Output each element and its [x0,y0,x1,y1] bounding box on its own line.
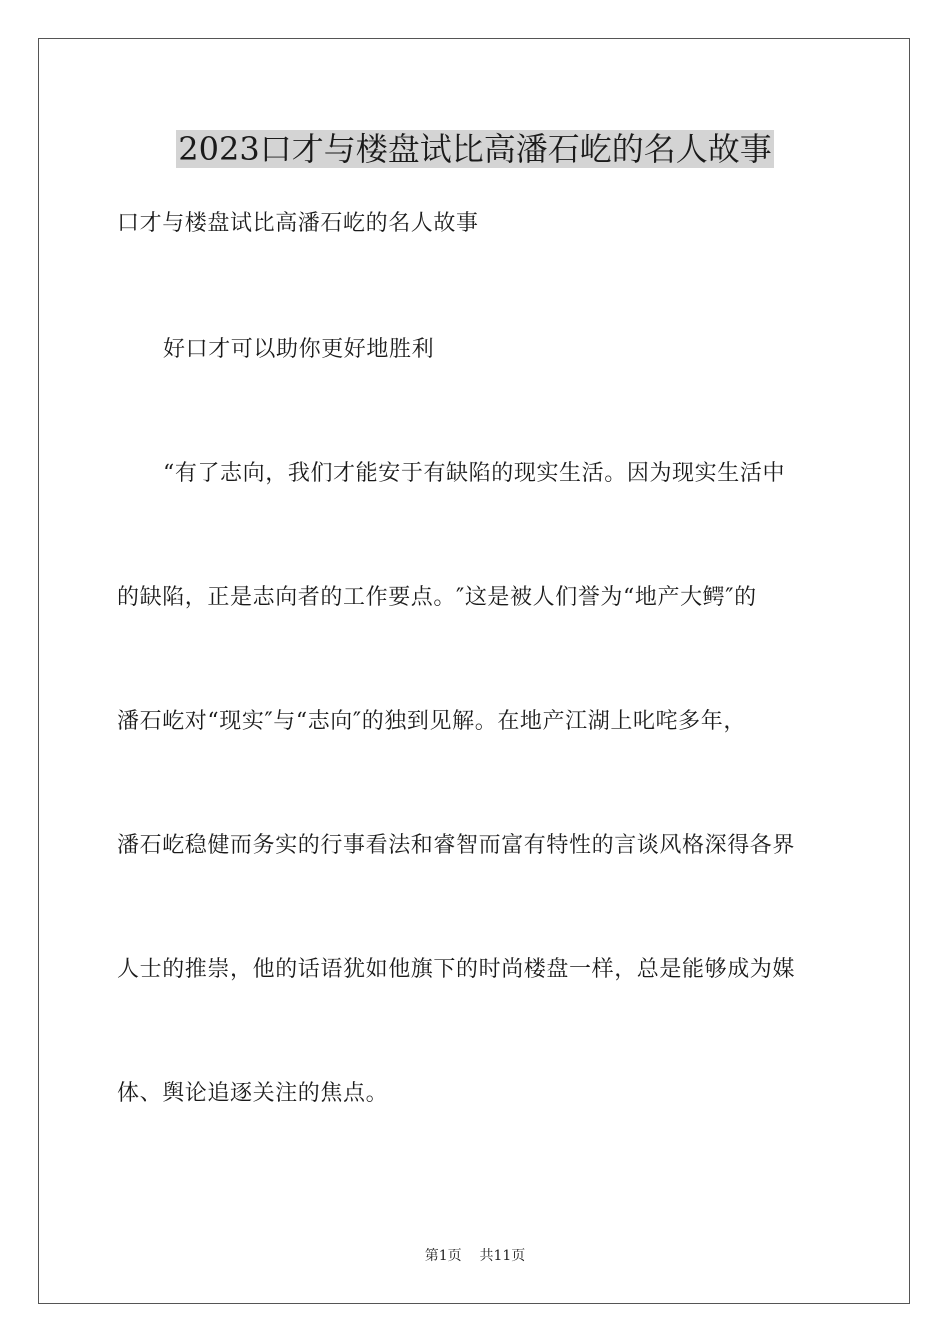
document-title-text: 2023口才与楼盘试比高潘石屹的名人故事 [178,130,772,168]
body-line-4: 潘石屹稳健而务实的行事看法和睿智而富有特性的言谈风格深得各界 [117,833,796,858]
section-heading: 好口才可以助你更好地胜利 [163,337,435,362]
body-line-1: “有了志向，我们才能安于有缺陷的现实生活。因为现实生活中 [163,461,786,486]
body-line-6: 体、舆论追逐关注的焦点。 [117,1081,389,1106]
body-line-2: 的缺陷，正是志向者的工作要点。″这是被人们誉为“地产大鳄″的 [117,585,757,610]
page-footer [0,1246,950,1266]
body-line-3: 潘石屹对“现实″与“志向″的独到见解。在地产江湖上叱咤多年， [117,709,746,734]
page-number: 第1页 [424,1248,462,1264]
document-subtitle: 口才与楼盘试比高潘石屹的名人故事 [117,211,479,236]
document-title [0,126,950,172]
page-total: 共11页 [479,1248,526,1264]
body-line-5: 人士的推崇，他的话语犹如他旗下的时尚楼盘一样，总是能够成为媒 [117,957,796,982]
